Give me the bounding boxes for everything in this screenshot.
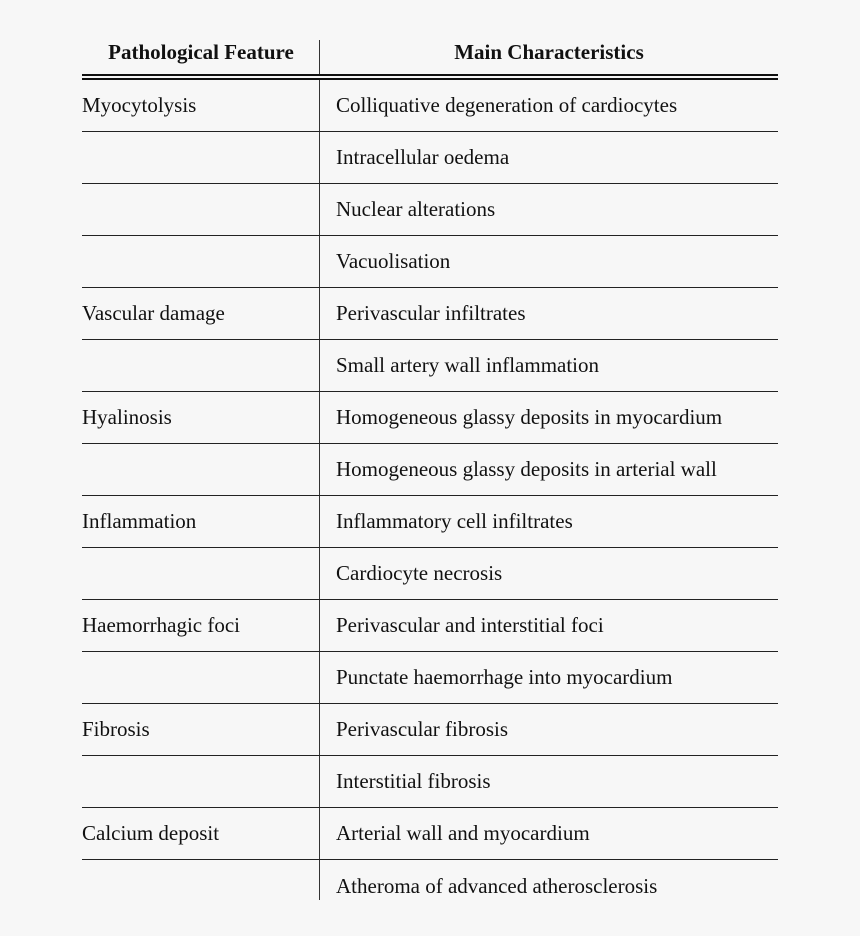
table-header (82, 30, 778, 74)
table-row (82, 184, 778, 236)
table-row (82, 132, 778, 184)
table-body (82, 80, 778, 900)
cell-main-characteristic: Homogeneous glassy deposits in myocardium (336, 405, 723, 429)
cell-pathological-feature: Myocytolysis (82, 93, 197, 117)
cell-main-characteristic: Inflammatory cell infiltrates (336, 509, 573, 533)
table-row (82, 808, 778, 860)
cell-main-characteristic: Perivascular and interstitial foci (336, 613, 604, 637)
table-row (82, 288, 778, 340)
cell-main-characteristic: Small artery wall inflammation (336, 353, 600, 377)
cell-pathological-feature (82, 756, 314, 807)
table-row (82, 80, 778, 132)
pathology-table (82, 30, 778, 900)
table-row (82, 600, 778, 652)
table-row (82, 756, 778, 808)
table-row (82, 496, 778, 548)
table-row (82, 548, 778, 600)
cell-main-characteristic: Cardiocyte necrosis (336, 561, 503, 585)
cell-pathological-feature: Inflammation (82, 509, 197, 533)
cell-main-characteristic: Perivascular fibrosis (336, 717, 509, 741)
table-row (82, 340, 778, 392)
cell-main-characteristic: Arterial wall and myocardium (336, 821, 590, 845)
header-pathological-feature: Pathological Feature (108, 39, 294, 64)
table-row (82, 444, 778, 496)
cell-main-characteristic: Vacuolisation (336, 249, 451, 273)
cell-pathological-feature (82, 652, 314, 703)
cell-main-characteristic: Colliquative degeneration of cardiocytes (336, 93, 678, 117)
cell-pathological-feature: Calcium deposit (82, 821, 220, 845)
cell-pathological-feature (82, 184, 314, 235)
cell-main-characteristic: Nuclear alterations (336, 197, 496, 221)
cell-pathological-feature (82, 860, 314, 912)
cell-main-characteristic: Interstitial fibrosis (336, 769, 491, 793)
header-main-characteristics: Main Characteristics (454, 39, 644, 64)
cell-main-characteristic: Homogeneous glassy deposits in arterial wall (336, 457, 717, 481)
cell-main-characteristic: Punctate haemorrhage into myocardium (336, 665, 673, 689)
table-row (82, 392, 778, 444)
table-row (82, 652, 778, 704)
cell-pathological-feature (82, 444, 314, 495)
table-row (82, 704, 778, 756)
cell-pathological-feature (82, 340, 314, 391)
cell-pathological-feature: Fibrosis (82, 717, 150, 741)
cell-pathological-feature (82, 236, 314, 287)
cell-main-characteristic: Atheroma of advanced atherosclerosis (336, 873, 658, 898)
cell-pathological-feature: Hyalinosis (82, 405, 172, 429)
cell-main-characteristic: Intracellular oedema (336, 145, 510, 169)
cell-pathological-feature (82, 132, 314, 183)
table-row (82, 860, 778, 900)
cell-pathological-feature (82, 548, 314, 599)
cell-pathological-feature: Vascular damage (82, 301, 225, 325)
table-row (82, 236, 778, 288)
cell-pathological-feature: Haemorrhagic foci (82, 613, 241, 637)
cell-main-characteristic: Perivascular infiltrates (336, 301, 526, 325)
